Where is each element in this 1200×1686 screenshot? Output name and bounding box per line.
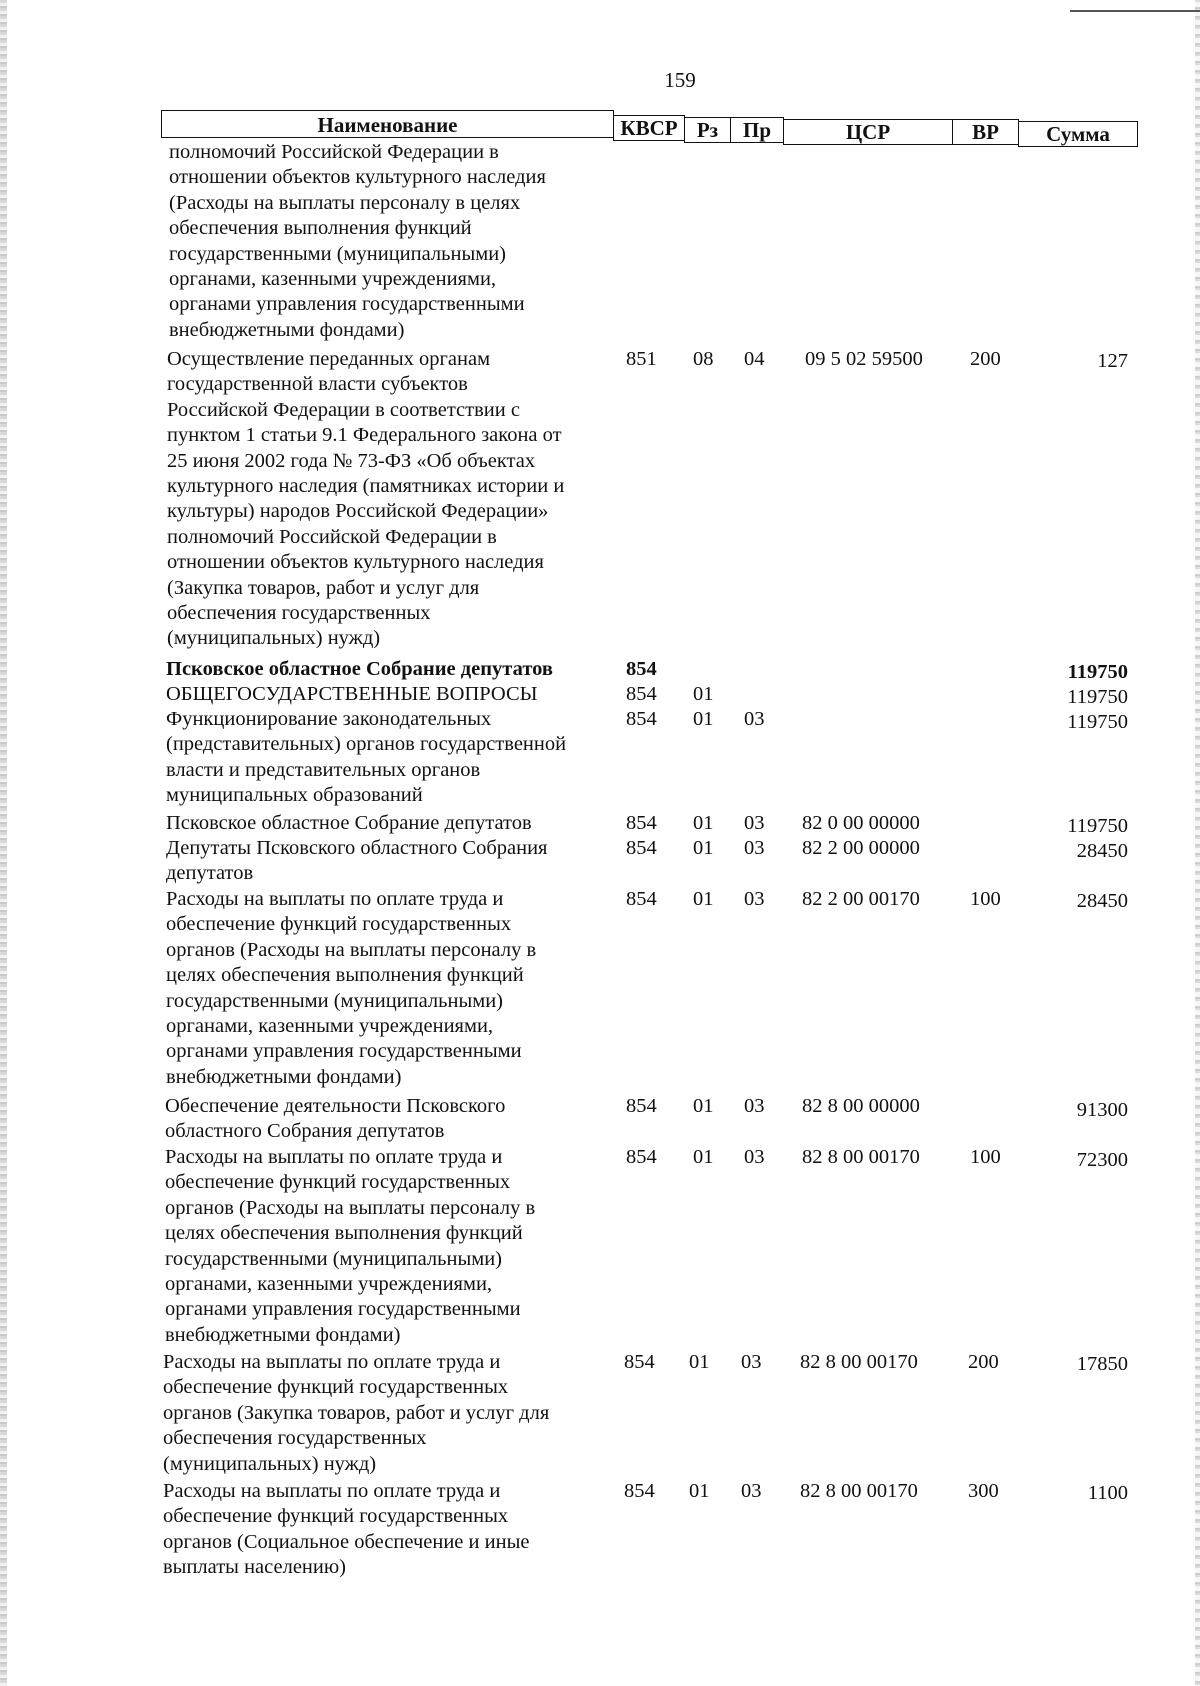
row-sum: 72300 <box>1076 1149 1128 1171</box>
row-name: Псковское областное Собрание депутатов <box>166 658 553 680</box>
row-vr: 200 <box>970 348 1001 370</box>
row-name: Расходы на выплаты по оплате труда и обеспечение функций государственных органов (Расходы на выплаты персоналу в целях обеспечения выполнения функций государственными (муниципальными) органами, казенными учреждениями, органами управления государственными внебюджетными фондами) <box>165 1146 536 1346</box>
row-pr: 03 <box>744 888 765 910</box>
row-rz: 01 <box>693 812 714 834</box>
row-name: Расходы на выплаты по оплате труда и обеспечение функций государственных органов (Расходы на выплаты персоналу в целях обеспечения выполнения функций государственными (муниципальными) органами, казенными учреждениями, органами управления государственными внебюджетными фондами) <box>166 888 537 1088</box>
page-number: 159 <box>664 68 696 92</box>
header-csr: ЦСР <box>783 119 953 145</box>
row-pr: 03 <box>741 1351 762 1373</box>
row-sum: 1100 <box>1087 1482 1128 1504</box>
row-kvsr: 854 <box>626 837 657 859</box>
row-csr: 82 0 00 00000 <box>802 812 920 834</box>
row-pr: 04 <box>744 348 765 370</box>
header-pr: Пр <box>730 117 784 143</box>
row-rz: 01 <box>693 708 714 730</box>
row-kvsr: 854 <box>626 812 657 834</box>
row-kvsr: 851 <box>626 348 657 370</box>
row-sum: 119750 <box>1067 686 1128 708</box>
row-kvsr: 854 <box>626 658 657 680</box>
row-rz: 01 <box>689 1480 710 1502</box>
row-pr: 03 <box>744 1095 765 1117</box>
row-sum: 28450 <box>1076 890 1128 912</box>
row-sum: 119750 <box>1067 661 1128 683</box>
row-name: полномочий Российской Федерации в отношении объектов культурного наследия (Расходы на выплаты персоналу в целях обеспечения выполнения функций государственными (муниципальными) органами, казенными учреждениями, органами управления государственными внебюджетными фондами) <box>169 141 546 341</box>
row-kvsr: 854 <box>626 1095 657 1117</box>
row-vr: 300 <box>968 1480 999 1502</box>
row-csr: 09 5 02 59500 <box>805 348 923 370</box>
header-vr: ВР <box>952 119 1019 145</box>
header-rz: Рз <box>684 117 731 143</box>
row-kvsr: 854 <box>624 1480 655 1502</box>
row-name: Псковское областное Собрание депутатов <box>166 812 532 834</box>
row-sum: 119750 <box>1067 815 1128 837</box>
row-pr: 03 <box>741 1480 762 1502</box>
row-vr: 200 <box>968 1351 999 1373</box>
row-name: Депутаты Псковского областного Собрания депутатов <box>166 837 548 885</box>
row-rz: 01 <box>693 888 714 910</box>
row-rz: 01 <box>693 683 714 705</box>
row-rz: 01 <box>693 837 714 859</box>
row-name: Осуществление переданных органам государственной власти субъектов Российской Федерации в соответствии с пунктом 1 статьи 9.1 Федерального закона от 25 июня 2002 года № 73-ФЗ «Об объектах культурного наследия (памятниках истории и культуры) народов Российской Федерации» полномочий Российской Федерации в отношении объектов культурного наследия (Закупка товаров, работ и услуг для обеспечения государственных (муниципальных) нужд) <box>167 348 565 650</box>
row-sum: 127 <box>1097 350 1128 372</box>
header-name: Наименование <box>161 110 614 138</box>
row-vr: 100 <box>970 1146 1001 1168</box>
row-sum: 91300 <box>1076 1099 1128 1121</box>
row-rz: 08 <box>693 348 714 370</box>
row-kvsr: 854 <box>626 1146 657 1168</box>
row-pr: 03 <box>744 812 765 834</box>
row-sum: 17850 <box>1076 1353 1128 1375</box>
row-csr: 82 8 00 00170 <box>800 1351 918 1373</box>
row-csr: 82 8 00 00170 <box>802 1146 920 1168</box>
row-vr: 100 <box>970 888 1001 910</box>
header-kvsr: КВСР <box>613 115 685 141</box>
row-name: Функционирование законодательных (представительных) органов государственной власти и представительных органов муниципальных образований <box>166 708 567 807</box>
row-pr: 03 <box>744 837 765 859</box>
row-kvsr: 854 <box>626 708 657 730</box>
row-pr: 03 <box>744 1146 765 1168</box>
row-name: Расходы на выплаты по оплате труда и обеспечение функций государственных органов (Социальное обеспечение и иные выплаты населению) <box>163 1480 530 1579</box>
row-name: Обеспечение деятельности Псковского областного Собрания депутатов <box>165 1095 506 1143</box>
row-kvsr: 854 <box>626 888 657 910</box>
row-rz: 01 <box>693 1146 714 1168</box>
row-csr: 82 2 00 00170 <box>802 888 920 910</box>
row-csr: 82 8 00 00000 <box>802 1095 920 1117</box>
row-csr: 82 2 00 00000 <box>802 837 920 859</box>
row-kvsr: 854 <box>624 1351 655 1373</box>
row-pr: 03 <box>744 708 765 730</box>
row-csr: 82 8 00 00170 <box>800 1480 918 1502</box>
row-kvsr: 854 <box>626 683 657 705</box>
header-sum: Сумма <box>1018 121 1138 147</box>
row-sum: 28450 <box>1076 840 1128 862</box>
row-rz: 01 <box>689 1351 710 1373</box>
row-sum: 119750 <box>1067 711 1128 733</box>
row-name: ОБЩЕГОСУДАРСТВЕННЫЕ ВОПРОСЫ <box>166 683 538 705</box>
row-rz: 01 <box>693 1095 714 1117</box>
row-name: Расходы на выплаты по оплате труда и обеспечение функций государственных органов (Закупка товаров, работ и услуг для обеспечения государственных (муниципальных) нужд) <box>163 1351 550 1475</box>
